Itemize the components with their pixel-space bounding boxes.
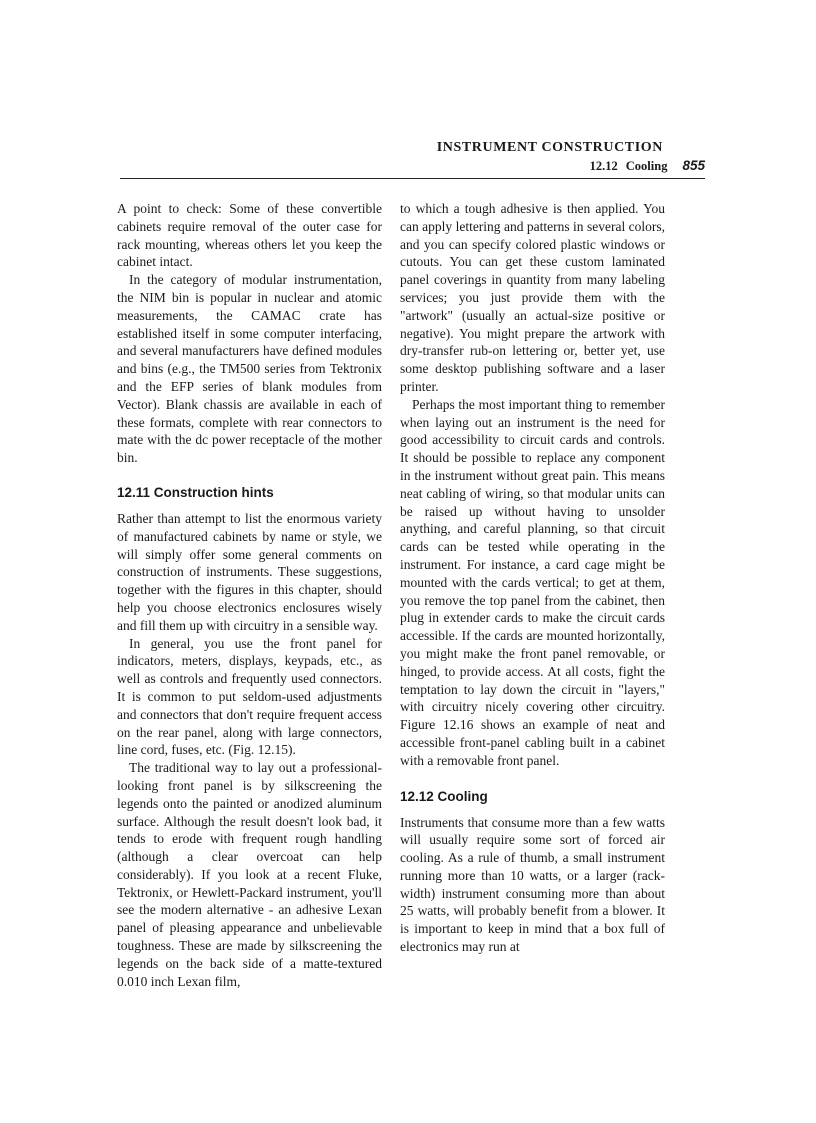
paragraph: Rather than attempt to list the enormous variety of manufactured cabinets by name or style, we will simply offer some general comments on construction of instruments. These suggestions, together with the figures in this chapter, should help you choose electronics enclosures wisely and fill them up with circuitry in a sensible way. [117,510,382,633]
paragraph: The traditional way to lay out a professional-looking front panel is by silkscreening the legends onto the painted or anodized aluminum surface. Although the result doesn't look bad, it tends to erode with frequent rough handling (although a clear overcoat can help considerably). If you look at a recent Fluke, Tektronix, or Hewlett-Packard instrument, you'll see the modern alternative - an adhesive Lexan panel of pleasing appearance and unbelievable toughness. These are made by silkscreening the legends on the back side of a matte-textured 0.010 inch Lexan film, [117,760,382,989]
paragraph: Instruments that consume more than a few watts will usually require some sort of forced air cooling. As a rule of thumb, a small instrument running more than 10 watts, or a larger (rack-width) instrument consuming more than about 25 watts, will probably benefit from a blower. It is important to keep in mind that a box full of electronics may run at [400,814,665,955]
header-rule [120,178,705,179]
section-title: Cooling [625,159,668,173]
left-column [117,200,382,990]
paragraph: A point to check: Some of these convertible cabinets require removal of the outer case for rack mounting, whereas others let you keep the cabinet intact. [117,201,382,270]
paragraph: In the category of modular instrumentation, the NIM bin is popular in nuclear and atomic measurements, the CAMAC crate has established itself in some computer interfacing, and several manufacturers have defined modules and bins (e.g., the TM500 series from Tektronix and the EFP series of blank modules from Vector). Blank chassis are available in each of these formats, complete with rear connectors to mate with the dc power receptacle of the mother bin. [117,272,382,466]
paragraph: In general, you use the front panel for indicators, meters, displays, keypads, etc., as well as controls and frequently used connectors. It is common to put seldom-used adjustments and connectors that don't require frequent access on the rear panel, along with large connectors, line cord, fuses, etc. (Fig. 12.15). [117,635,382,758]
section-heading-construction-hints: 12.11 Construction hints [117,484,274,500]
paragraph: to which a tough adhesive is then applied. You can apply lettering and patterns in several colors, and you can specify colored plastic windows or cutouts. You can get these custom laminated panel coverings in quantity from many labeling services; you just provide them with the "artwork" (usually an actual-size positive or negative). You might prepare the artwork with dry-transfer rub-on lettering or, better yet, use some desktop publishing software and a laser printer. [400,201,665,394]
page-number: 855 [682,158,705,173]
section-number: 12.12 [589,159,618,173]
section-heading-cooling: 12.12 Cooling [400,788,488,804]
running-subtitle [120,157,705,175]
running-title: INSTRUMENT CONSTRUCTION [436,140,663,155]
right-column [400,200,665,956]
running-head [120,139,705,175]
paragraph: Perhaps the most important thing to remember when laying out an instrument is the need for good accessibility to circuit cards and controls. It should be possible to replace any component in the instrument without great pain. This means neat cabling of wiring, so that modular units can be raised up without having to unsolder anything, and careful planning, so that circuit cards can be tested while operating in the instrument. For instance, a card cage might be mounted with the cards vertical; to get at them, you remove the top panel from the cabinet, then plug in extender cards to make the circuit cards accessible. If the cards are mounted horizontally, you might make the front panel removable, or hinged, to provide access. At all costs, fight the temptation to lay down the circuit in "layers," with circuitry nicely covering other circuitry. Figure 12.16 shows an example of neat and accessible front-panel cabling built in a cabinet with a removable front panel. [400,396,665,768]
